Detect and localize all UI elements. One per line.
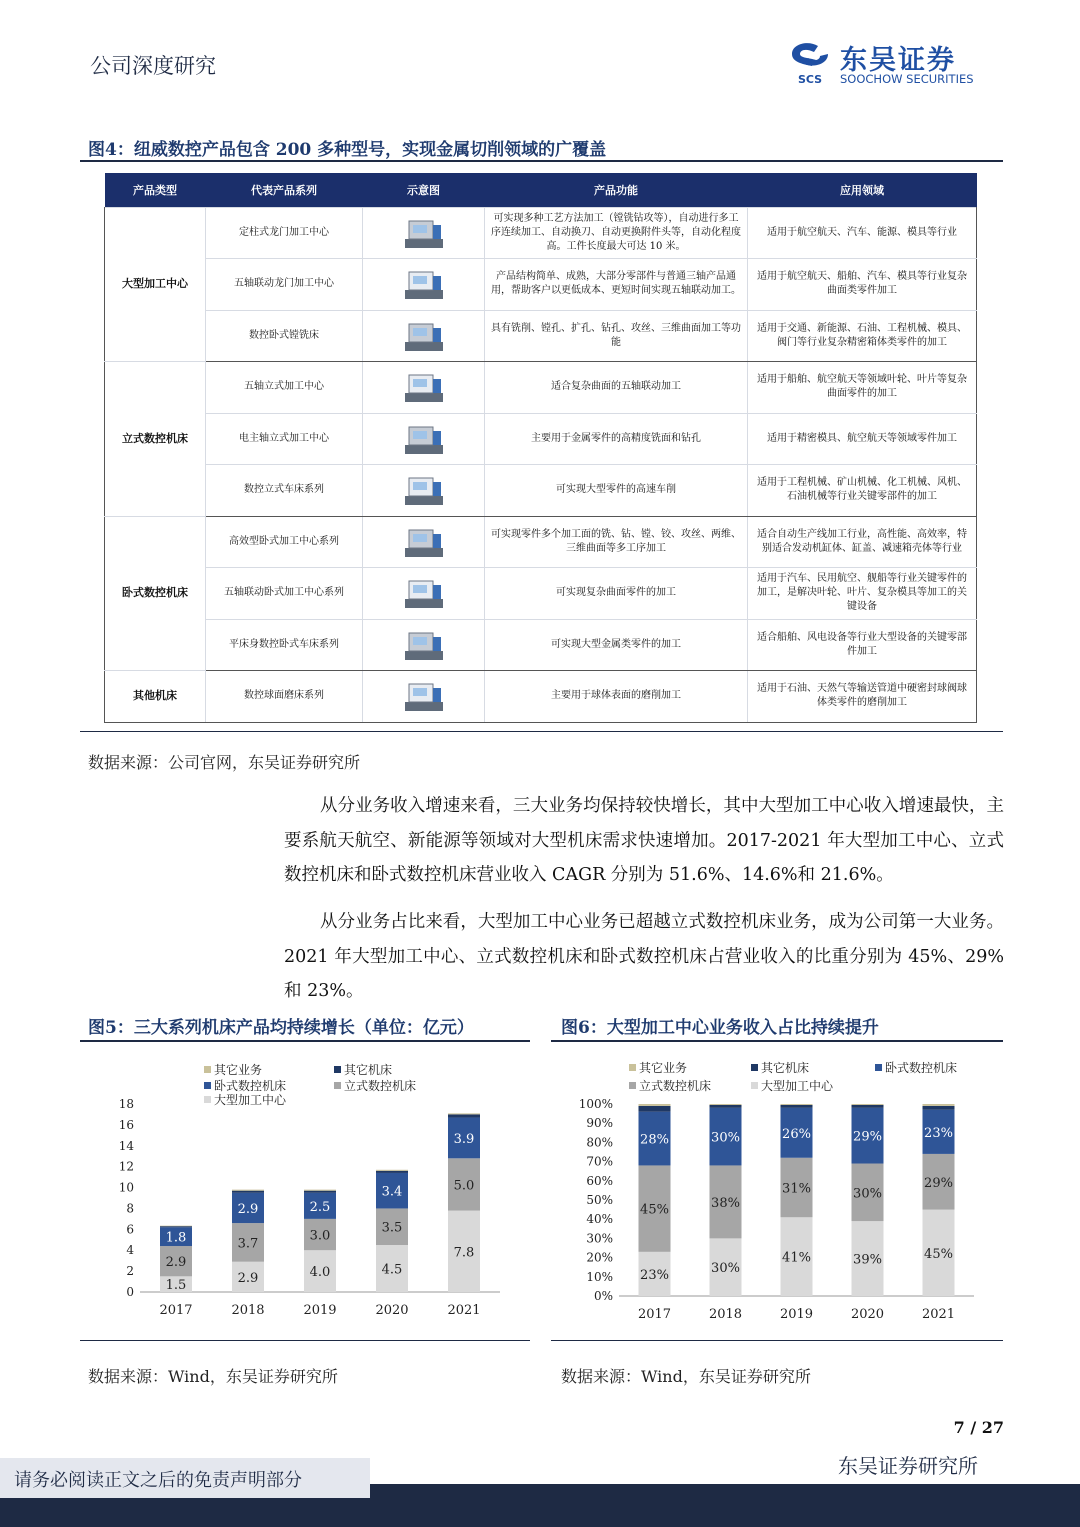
bar-data-label: 7.8 — [453, 1245, 475, 1261]
application-cell: 适合自动生产线加工行业，高性能、高效率，特别适合发动机缸体、缸盖、减速箱壳体等行业 — [748, 516, 977, 568]
x-tick-label: 2017 — [637, 1307, 672, 1322]
bar-data-label: 4.5 — [381, 1262, 403, 1278]
machine-image — [402, 524, 446, 560]
x-tick-label: 2021 — [447, 1303, 481, 1318]
figure5-title: 图5：三大系列机床产品均持续增长（单位：亿元） — [88, 1018, 474, 1038]
machine-image-cell — [363, 568, 485, 620]
machine-image-cell — [363, 413, 485, 465]
page-number: 7 / 27 — [953, 1418, 1004, 1437]
category-cell: 立式数控机床 — [105, 362, 206, 517]
machine-image-cell — [363, 207, 485, 259]
figure5-source: 数据来源：Wind，东吴证券研究所 — [88, 1367, 338, 1386]
y-tick-label: 50% — [586, 1193, 613, 1207]
application-cell: 适合船舶、风电设备等行业大型设备的关键零部件加工 — [748, 619, 977, 671]
y-tick-label: 20% — [586, 1250, 613, 1265]
bar-segment — [710, 1104, 742, 1105]
legend-label: 立式数控机床 — [344, 1079, 417, 1093]
figure6-title: 图6：大型加工中心业务收入占比持续提升 — [561, 1018, 879, 1038]
machine-image-cell — [363, 671, 485, 723]
bar-data-label: 4.0 — [309, 1265, 331, 1281]
legend-label: 卧式数控机床 — [214, 1079, 287, 1093]
bar-data-label: 1.5 — [165, 1278, 187, 1294]
y-tick-label: 70% — [586, 1154, 613, 1169]
category-cell: 大型加工中心 — [105, 207, 206, 362]
y-tick-label: 30% — [586, 1231, 613, 1246]
series-cell: 数控卧式镗铣床 — [206, 310, 363, 362]
bar-data-label: 30% — [711, 1130, 740, 1146]
bar-data-label: 2.9 — [237, 1201, 259, 1217]
legend-label: 大型加工中心 — [761, 1079, 834, 1093]
bar-data-label: 23% — [640, 1267, 669, 1283]
bar-segment — [781, 1105, 813, 1108]
series-cell: 五轴立式加工中心 — [206, 362, 363, 414]
bar-segment — [304, 1191, 336, 1193]
application-cell: 适用于航空航天、汽车、能源、模具等行业 — [748, 207, 977, 259]
legend-label: 卧式数控机床 — [885, 1061, 958, 1075]
footer-org-name: 东吴证券研究所 — [838, 1454, 978, 1478]
bar-segment — [923, 1104, 955, 1106]
x-tick-label: 2021 — [921, 1307, 956, 1322]
bar-data-label: 29% — [924, 1175, 953, 1191]
chart-share-stacked — [551, 1048, 1003, 1338]
application-cell: 适用于石油、天然气等输送管道中硬密封球阀球体类零件的磨削加工 — [748, 671, 977, 723]
table-row — [105, 310, 977, 362]
y-tick-label: 100% — [578, 1097, 613, 1111]
machine-image — [402, 678, 446, 714]
figure5-bottom-rule — [80, 1340, 530, 1341]
company-logo — [788, 40, 1003, 90]
table-row — [105, 619, 977, 671]
bar-data-label: 29% — [853, 1129, 882, 1145]
machine-image — [402, 627, 446, 663]
body-paragraph-2: 从分业务占比来看，大型加工中心业务已超越立式数控机床业务，成为公司第一大业务。2021 年大型加工中心、立式数控机床和卧式数控机床占营业收入的比重分别为 45%、29%和 23%。 — [284, 912, 1004, 1001]
bar-segment — [160, 1226, 192, 1227]
table-row — [105, 207, 977, 259]
logo-chinese-name: 东吴证券 — [840, 45, 956, 76]
table-row — [105, 568, 977, 620]
application-cell: 适用于精密模具、航空航天等领域零件加工 — [748, 413, 977, 465]
table-row — [105, 516, 977, 568]
machine-image — [402, 266, 446, 302]
bar-segment — [781, 1104, 813, 1105]
machine-image-cell — [363, 362, 485, 414]
table-row — [105, 413, 977, 465]
figure4-top-rule — [80, 160, 1003, 162]
table-row — [105, 259, 977, 311]
function-cell: 可实现大型金属类零件的加工 — [485, 619, 748, 671]
y-tick-label: 0 — [126, 1285, 134, 1299]
soochow-logo-icon — [788, 40, 832, 86]
figure6-top-rule — [551, 1040, 1003, 1042]
y-tick-label: 14 — [118, 1138, 134, 1153]
table-row — [105, 362, 977, 414]
header-title: 公司深度研究 — [90, 54, 216, 78]
figure5-top-rule — [80, 1040, 530, 1042]
bar-data-label: 2.5 — [309, 1199, 331, 1215]
table-row — [105, 465, 977, 517]
bar-data-label: 3.9 — [453, 1131, 475, 1147]
bar-data-label: 3.5 — [381, 1220, 403, 1236]
function-cell: 适合复杂曲面的五轴联动加工 — [485, 362, 748, 414]
product-table — [104, 173, 977, 723]
category-cell: 卧式数控机床 — [105, 516, 206, 671]
function-cell: 主要用于金属零件的高精度铣面和钻孔 — [485, 413, 748, 465]
bar-segment — [923, 1106, 955, 1110]
bar-data-label: 45% — [640, 1202, 669, 1218]
bar-data-label: 2.9 — [165, 1255, 187, 1271]
chart-revenue-stacked — [80, 1048, 530, 1338]
bar-segment — [232, 1191, 264, 1193]
machine-image — [402, 369, 446, 405]
y-tick-label: 12 — [118, 1159, 134, 1174]
machine-image — [402, 575, 446, 611]
function-cell: 产品结构简单、成熟，大部分零部件与普通三轴产品通用，帮助客户以更低成本、更短时间实现五轴联动加工。 — [485, 259, 748, 311]
column-header: 应用领域 — [748, 173, 977, 207]
function-cell: 可实现多种工艺方法加工（镗铣钻攻等），自动进行多工序连续加工、自动换刀、自动更换附件头等，自动化程度高。工件长度最大可达 10 米。 — [485, 207, 748, 259]
function-cell: 具有铣削、镗孔、扩孔、钻孔、攻丝、三维曲面加工等功能 — [485, 310, 748, 362]
legend-swatch — [204, 1082, 211, 1089]
bar-segment — [376, 1171, 408, 1173]
logo-english-name: SOOCHOW SECURITIES — [840, 72, 974, 86]
bar-segment — [639, 1106, 671, 1112]
legend-label: 其它机床 — [344, 1063, 393, 1077]
bar-data-label: 41% — [782, 1250, 811, 1266]
series-cell: 高效型卧式加工中心系列 — [206, 516, 363, 568]
bar-data-label: 5.0 — [453, 1178, 475, 1194]
machine-image-cell — [363, 465, 485, 517]
series-cell: 数控球面磨床系列 — [206, 671, 363, 723]
bar-segment — [852, 1105, 884, 1108]
x-tick-label: 2019 — [303, 1303, 337, 1318]
bar-segment — [232, 1190, 264, 1191]
legend-swatch — [875, 1064, 882, 1071]
bar-data-label: 2.9 — [237, 1270, 259, 1286]
bar-data-label: 3.4 — [381, 1184, 403, 1200]
legend-label: 大型加工中心 — [214, 1093, 287, 1107]
legend-label: 其它业务 — [639, 1061, 688, 1075]
series-cell: 电主轴立式加工中心 — [206, 413, 363, 465]
series-cell: 定柱式龙门加工中心 — [206, 207, 363, 259]
application-cell: 适用于船舶、航空航天等领域叶轮、叶片等复杂曲面零件的加工 — [748, 362, 977, 414]
bar-data-label: 26% — [782, 1126, 811, 1142]
legend-swatch — [629, 1082, 636, 1089]
column-header: 示意图 — [363, 173, 485, 207]
bar-data-label: 1.8 — [165, 1230, 187, 1246]
bar-segment — [304, 1190, 336, 1191]
bar-data-label: 3.0 — [309, 1228, 331, 1244]
legend-label: 其它机床 — [761, 1061, 810, 1075]
machine-image — [402, 318, 446, 354]
bar-segment — [376, 1170, 408, 1171]
bar-segment — [160, 1226, 192, 1227]
function-cell: 可实现复杂曲面零件的加工 — [485, 568, 748, 620]
table-row — [105, 671, 977, 723]
bar-segment — [852, 1104, 884, 1105]
machine-image — [402, 215, 446, 251]
function-cell: 主要用于球体表面的磨削加工 — [485, 671, 748, 723]
function-cell: 可实现大型零件的高速车削 — [485, 465, 748, 517]
bar-data-label: 31% — [782, 1181, 811, 1197]
y-tick-label: 10 — [118, 1180, 134, 1195]
machine-image-cell — [363, 619, 485, 671]
bar-data-label: 30% — [853, 1186, 882, 1202]
column-header: 产品类型 — [105, 173, 206, 207]
figure4-source: 数据来源：公司官网，东吴证券研究所 — [88, 753, 361, 772]
x-tick-label: 2020 — [375, 1303, 409, 1318]
bar-segment — [448, 1114, 480, 1117]
y-tick-label: 16 — [118, 1117, 134, 1132]
disclaimer-notice: 请务必阅读正文之后的免责声明部分 — [0, 1458, 370, 1498]
body-paragraph-1: 从分业务收入增速来看，三大业务均保持较快增长，其中大型加工中心收入增速最快，主要系航天航空、新能源等领域对大型机床需求快速增加。2017-2021 年大型加工中心、立式数控机床和卧式数控机床营业收入 CAGR 分别为 51.6%、14.6%和 21.6%。 — [284, 796, 1004, 885]
application-cell: 适用于工程机械、矿山机械、化工机械、风机、石油机械等行业关键零部件的加工 — [748, 465, 977, 517]
machine-image-cell — [363, 259, 485, 311]
x-tick-label: 2017 — [159, 1303, 193, 1318]
bar-data-label: 28% — [640, 1132, 669, 1148]
function-cell: 可实现零件多个加工面的铣、钻、镗、铰、攻丝、两维、三维曲面等多工序加工 — [485, 516, 748, 568]
series-cell: 平床身数控卧式车床系列 — [206, 619, 363, 671]
legend-swatch — [629, 1064, 636, 1071]
y-tick-label: 40% — [586, 1212, 613, 1227]
y-tick-label: 10% — [586, 1269, 613, 1284]
bar-data-label: 39% — [853, 1252, 882, 1268]
logo-mark-text: SCS — [797, 73, 823, 86]
legend-swatch — [204, 1066, 211, 1073]
legend-label: 立式数控机床 — [639, 1079, 712, 1093]
y-tick-label: 2 — [126, 1264, 134, 1279]
category-cell: 其他机床 — [105, 671, 206, 723]
bar-data-label: 3.7 — [237, 1236, 259, 1252]
bar-data-label: 38% — [711, 1195, 740, 1211]
y-tick-label: 6 — [126, 1222, 134, 1237]
x-tick-label: 2019 — [779, 1307, 814, 1322]
bar-segment — [639, 1104, 671, 1106]
column-header: 代表产品系列 — [206, 173, 363, 207]
application-cell: 适用于交通、新能源、石油、工程机械、模具、阀门等行业复杂精密箱体类零件的加工 — [748, 310, 977, 362]
legend-swatch — [334, 1066, 341, 1073]
bar-segment — [710, 1105, 742, 1108]
y-tick-label: 18 — [118, 1097, 134, 1111]
application-cell: 适用于汽车、民用航空、舰船等行业关键零件的加工，是解决叶轮、叶片、复杂模具等加工的关键设备 — [748, 568, 977, 620]
machine-image — [402, 421, 446, 457]
y-tick-label: 8 — [126, 1201, 134, 1216]
y-tick-label: 90% — [586, 1116, 613, 1131]
y-tick-label: 4 — [126, 1243, 134, 1258]
x-tick-label: 2018 — [231, 1303, 265, 1318]
column-header: 产品功能 — [485, 173, 748, 207]
machine-image — [402, 472, 446, 508]
x-tick-label: 2018 — [708, 1307, 743, 1322]
machine-image-cell — [363, 310, 485, 362]
y-tick-label: 60% — [586, 1173, 613, 1188]
bar-data-label: 45% — [924, 1246, 953, 1262]
figure6-bottom-rule — [551, 1340, 1003, 1341]
figure4-title: 图4：纽威数控产品包含 200 多种型号，实现金属切削领域的广覆盖 — [88, 140, 607, 160]
series-cell: 五轴联动卧式加工中心系列 — [206, 568, 363, 620]
legend-label: 其它业务 — [214, 1063, 263, 1077]
legend-swatch — [204, 1096, 211, 1103]
legend-swatch — [334, 1082, 341, 1089]
x-tick-label: 2020 — [850, 1307, 885, 1322]
figure4-bottom-rule — [80, 731, 1003, 732]
legend-swatch — [751, 1064, 758, 1071]
legend-swatch — [751, 1082, 758, 1089]
table-header-row — [105, 173, 977, 207]
figure6-source: 数据来源：Wind，东吴证券研究所 — [561, 1367, 811, 1386]
series-cell: 数控立式车床系列 — [206, 465, 363, 517]
bar-segment — [448, 1113, 480, 1114]
machine-image-cell — [363, 516, 485, 568]
bar-data-label: 23% — [924, 1125, 953, 1141]
y-tick-label: 0% — [593, 1289, 613, 1303]
application-cell: 适用于航空航天、船舶、汽车、模具等行业复杂曲面类零件加工 — [748, 259, 977, 311]
bar-data-label: 30% — [711, 1261, 740, 1277]
y-tick-label: 80% — [586, 1135, 613, 1150]
series-cell: 五轴联动龙门加工中心 — [206, 259, 363, 311]
